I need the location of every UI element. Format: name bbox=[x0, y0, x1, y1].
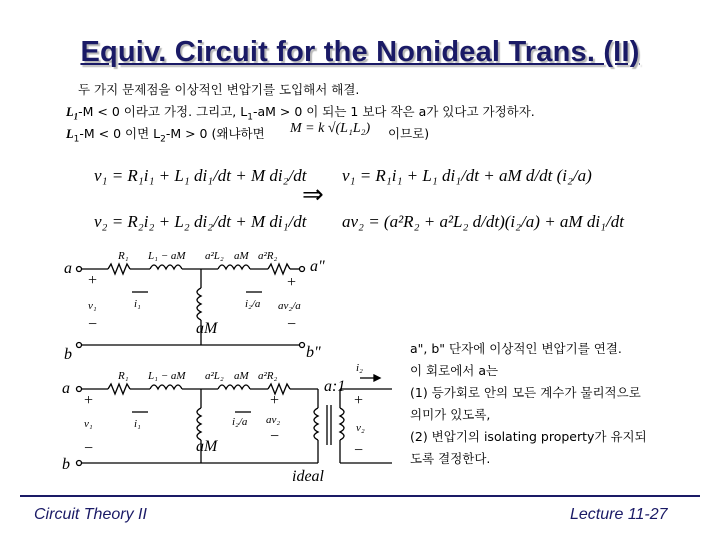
bottom-terminal-b bbox=[77, 461, 82, 466]
bottom-inductor-a2l2 bbox=[218, 385, 250, 389]
bottom-inductor-am bbox=[197, 408, 201, 440]
bottom-label-av2: av₂ bbox=[266, 414, 281, 426]
intro-line-3-tail: 이므로) bbox=[388, 126, 430, 141]
bottom-resistor-r1 bbox=[108, 384, 130, 394]
equation-right-v2: av₂ = (a²R₂ + a²L₂ d/dt)(i₂/a) + aM di₁/dt bbox=[342, 212, 624, 231]
bottom-label-a2r2: a²R₂ bbox=[258, 370, 278, 382]
top-label-l1am: L₁ − aM bbox=[148, 250, 186, 262]
intro-line-2: $L_1-M < 0$ 이라고 가정. 그리고, $L_1-aM > 0$ 이 되는 1 보다 작은 a가 있다고 가정하자. bbox=[66, 104, 535, 123]
top-label-a: a bbox=[64, 260, 72, 277]
note-line: 이 회로에서 a는 bbox=[410, 363, 499, 378]
note-line: (2) 변압기의 isolating property가 유지되 bbox=[410, 429, 647, 444]
top-label-a2l2: a²L₂ bbox=[205, 250, 224, 262]
implies-arrow-icon: ⇒ bbox=[302, 180, 324, 210]
top-label-am-vertical: aM bbox=[196, 320, 218, 337]
equation-right-v1: v₁ = R₁i₁ + L₁ di₁/dt + aM d/dt (i₂/a) bbox=[342, 166, 592, 185]
top-label-i1: i₁ bbox=[134, 298, 141, 310]
footer-course: Circuit Theory II bbox=[34, 506, 147, 523]
bottom-label-a: a bbox=[62, 380, 70, 397]
top-plus-right: + bbox=[287, 274, 297, 291]
equation-left-v2: v₂ = R₂i₂ + L₂ di₂/dt + M di₁/dt bbox=[94, 212, 307, 231]
bottom-minus-mid: − bbox=[270, 428, 280, 445]
bottom-label-a2l2: a²L₂ bbox=[205, 370, 224, 382]
intro-line-1: 두 가지 문제점을 이상적인 변압기를 도입해서 해결. bbox=[78, 82, 360, 97]
bottom-plus-left: + bbox=[84, 392, 94, 409]
notes-block bbox=[410, 338, 647, 470]
note-line: 도록 결정한다. bbox=[410, 451, 491, 466]
top-label-b2: b" bbox=[306, 344, 321, 361]
bottom-label-v1: v₁ bbox=[84, 418, 93, 430]
bottom-label-am-vertical: aM bbox=[196, 438, 218, 455]
top-inductor-l1am bbox=[150, 265, 182, 269]
top-resistor-r1 bbox=[108, 264, 130, 274]
top-inductor-a2l2 bbox=[218, 265, 250, 269]
bottom-label-i1: i₁ bbox=[134, 418, 141, 430]
top-label-am-top: aM bbox=[234, 250, 249, 262]
intro-line-3: $L_1-M < 0$ 이면 $L_2-M > 0$ (왜냐하면 bbox=[66, 126, 265, 145]
top-minus-left: − bbox=[88, 316, 98, 333]
bottom-label-ideal: ideal bbox=[292, 468, 324, 485]
top-label-i2a: i₂/a bbox=[245, 298, 261, 310]
top-resistor-a2r2 bbox=[268, 264, 290, 274]
bottom-label-r1: R₁ bbox=[118, 370, 129, 382]
bottom-label-i2a: i₂/a bbox=[232, 416, 248, 428]
bottom-minus-right: − bbox=[354, 442, 364, 459]
top-label-av2: av₂/a bbox=[278, 300, 301, 312]
transformer-secondary bbox=[340, 408, 344, 440]
bottom-plus-right: + bbox=[354, 392, 364, 409]
bottom-label-ratio: a:1 bbox=[324, 378, 346, 395]
bottom-minus-left: − bbox=[84, 440, 94, 457]
top-terminal-b2 bbox=[300, 343, 305, 348]
footer-lecture: Lecture 11-27 bbox=[570, 506, 668, 523]
bottom-label-am-top: aM bbox=[234, 370, 249, 382]
bottom-label-l1am: L₁ − aM bbox=[148, 370, 186, 382]
top-terminal-a2 bbox=[300, 267, 305, 272]
bottom-inductor-l1am bbox=[150, 385, 182, 389]
slide-title: Equiv. Circuit for the Nonideal Trans. (II) bbox=[80, 36, 640, 68]
top-minus-right: − bbox=[287, 316, 297, 333]
bottom-label-b: b bbox=[62, 456, 70, 473]
mutual-inductance-formula: M = k √(L₁L₂) bbox=[290, 121, 371, 136]
note-line: 의미가 있도록, bbox=[410, 407, 491, 422]
top-plus-left: + bbox=[88, 272, 98, 289]
note-line: (1) 등가회로 안의 모든 계수가 물리적으로 bbox=[410, 385, 641, 400]
note-line: a", b" 단자에 이상적인 변압기를 연결. bbox=[410, 341, 622, 356]
top-terminal-a bbox=[77, 267, 82, 272]
top-label-b: b bbox=[64, 346, 72, 363]
top-label-v1: v₁ bbox=[88, 300, 97, 312]
transformer-primary bbox=[314, 408, 318, 440]
top-label-a2: a" bbox=[310, 258, 325, 275]
bottom-label-i2: i₂ bbox=[356, 362, 363, 374]
bottom-label-v2: v₂ bbox=[356, 422, 365, 434]
top-inductor-am bbox=[197, 288, 201, 320]
top-label-r1: R₁ bbox=[118, 250, 129, 262]
top-terminal-b bbox=[77, 343, 82, 348]
top-label-a2r2: a²R₂ bbox=[258, 250, 278, 262]
bottom-terminal-a bbox=[77, 387, 82, 392]
equation-left-v1: v₁ = R₁i₁ + L₁ di₁/dt + M di₂/dt bbox=[94, 166, 307, 185]
bottom-plus-mid: + bbox=[270, 392, 280, 409]
